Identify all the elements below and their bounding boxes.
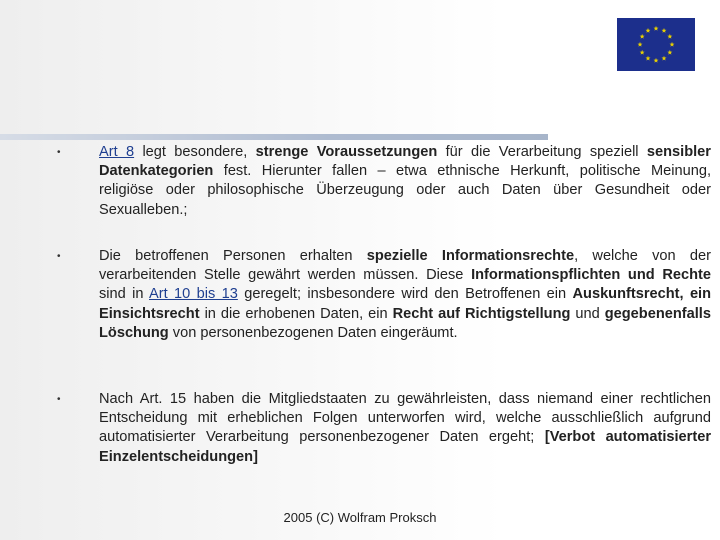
text-run: legt besondere, <box>134 144 256 160</box>
footer-copyright: 2005 (C) Wolfram Proksch <box>283 510 437 525</box>
bullet-dot: • <box>57 251 61 262</box>
flag-star <box>667 34 672 39</box>
bullet-item-art15 <box>57 390 711 467</box>
text-run-bold: Recht auf Richtigstellung <box>392 305 571 322</box>
text-run: Die betroffenen Personen erhalten <box>99 248 367 264</box>
flag-star <box>670 42 675 47</box>
title-divider-bar <box>0 134 548 140</box>
text-run-bold: gegebenenfalls Löschung <box>99 305 711 341</box>
flag-star <box>638 42 643 47</box>
link-art-8[interactable]: Art 8 <box>99 144 135 160</box>
text-run: in die erhobenen Daten, ein <box>199 305 393 322</box>
flag-star <box>662 56 667 61</box>
text-run: , welche von der verarbeitenden Stelle gewährt werden müssen. Diese <box>99 248 711 284</box>
text-run: Nach Art. 15 haben die Mitgliedstaaten zu gewährleisten, dass niemand einer rechtlichen Entscheidung mit erheblichen Folgen unterworfen wird, welche ausschließlich aufgrund automatisierter Verarbeitung personenbezogener Daten ergeht; <box>99 391 711 446</box>
text-run-bold: Informationspflichten und Rechte <box>471 267 711 284</box>
text-run: sind in <box>99 286 150 303</box>
flag-star <box>646 28 651 33</box>
flag-star <box>654 58 659 63</box>
bullet-item-informationsrechte <box>57 247 711 343</box>
link-art-10-13[interactable]: Art 10 bis 13 <box>149 286 238 303</box>
flag-star <box>667 50 672 55</box>
flag-star <box>654 26 659 31</box>
bullet-item-art8 <box>57 143 711 220</box>
text-run-bold: sensibler Datenkategorien <box>99 144 711 180</box>
bullet-dot: • <box>57 147 61 158</box>
text-run-bold: [Verbot automatisierter Einzelentscheidungen] <box>99 429 712 465</box>
bullet-text <box>99 390 711 467</box>
text-run: fest. Hierunter fallen – etwa ethnische Herkunft, politische Meinung, religiöse oder philosophische Überzeugung oder auch Daten über Gesundheit oder Sexualleben.; <box>99 163 711 218</box>
eu-flag-icon <box>617 18 695 71</box>
flag-star <box>640 34 645 39</box>
text-run-bold: Auskunftsrecht, ein Einsichtsrecht <box>99 286 712 322</box>
bullet-text <box>99 143 711 220</box>
bullet-dot: • <box>57 394 61 405</box>
text-run-bold: strenge Voraussetzungen <box>255 144 438 160</box>
text-run: und <box>570 305 605 322</box>
text-run: geregelt; insbesondere wird den Betroffenen ein <box>237 286 573 303</box>
text-run: für die Verarbeitung speziell <box>437 144 647 160</box>
flag-star <box>662 28 667 33</box>
text-run-bold: spezielle Informationsrechte <box>366 248 575 264</box>
text-run: von personenbezogenen Daten eingeräumt. <box>168 324 458 341</box>
flag-star <box>646 56 651 61</box>
bullet-text <box>99 247 711 343</box>
flag-star <box>640 50 645 55</box>
